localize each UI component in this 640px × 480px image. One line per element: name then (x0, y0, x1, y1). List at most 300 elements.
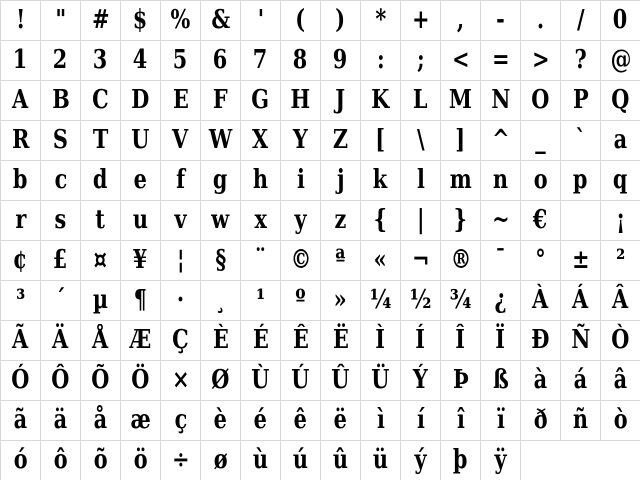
glyph: Ñ (570, 325, 590, 355)
glyph-cell[interactable] (1, 441, 41, 480)
glyph-cell[interactable] (281, 161, 321, 201)
glyph-cell[interactable] (81, 281, 121, 321)
glyph-cell[interactable] (41, 121, 81, 161)
glyph-cell[interactable] (41, 321, 81, 361)
glyph: d (93, 165, 108, 195)
glyph-cell[interactable] (561, 41, 601, 81)
glyph-cell[interactable] (521, 1, 561, 41)
glyph-cell[interactable] (521, 201, 561, 241)
glyph-cell[interactable] (441, 281, 481, 321)
glyph: ¬ (411, 245, 430, 275)
glyph-cell[interactable] (401, 161, 441, 201)
glyph-cell[interactable] (561, 81, 601, 121)
glyph: è (213, 405, 228, 435)
glyph-cell[interactable] (241, 41, 281, 81)
glyph-cell[interactable] (281, 121, 321, 161)
glyph: $ (133, 5, 148, 35)
glyph: ¶ (133, 285, 148, 315)
glyph-cell[interactable] (601, 321, 640, 361)
glyph-cell[interactable] (321, 161, 361, 201)
glyph-cell[interactable] (241, 361, 281, 401)
glyph-cell[interactable] (1, 321, 41, 361)
glyph: 4 (133, 45, 148, 75)
glyph-cell[interactable] (321, 201, 361, 241)
glyph: · (176, 285, 185, 315)
glyph: D (131, 85, 150, 115)
glyph-cell[interactable] (601, 41, 640, 81)
glyph-cell[interactable] (161, 161, 201, 201)
glyph-cell[interactable] (41, 201, 81, 241)
glyph-cell[interactable] (481, 361, 521, 401)
glyph-cell[interactable] (361, 81, 401, 121)
glyph-cell[interactable] (81, 321, 121, 361)
glyph-cell[interactable] (441, 201, 481, 241)
glyph-cell[interactable] (241, 401, 281, 441)
glyph: À (532, 285, 549, 315)
glyph: Ì (375, 325, 386, 355)
glyph-cell[interactable] (321, 241, 361, 281)
glyph-cell[interactable] (441, 81, 481, 121)
glyph-cell[interactable] (601, 161, 640, 201)
glyph-cell[interactable] (321, 281, 361, 321)
glyph: Ë (332, 325, 349, 355)
glyph: V (172, 125, 189, 155)
glyph: ¨ (255, 245, 266, 275)
glyph: ° (535, 245, 546, 275)
glyph-cell[interactable] (121, 41, 161, 81)
glyph: Â (612, 285, 629, 315)
glyph: ÷ (171, 445, 190, 475)
glyph-cell[interactable] (281, 401, 321, 441)
glyph-cell[interactable] (121, 361, 161, 401)
glyph: C (92, 85, 109, 115)
glyph: p (573, 165, 588, 195)
glyph-cell[interactable] (481, 201, 521, 241)
glyph-cell[interactable] (561, 1, 601, 41)
glyph: 3 (93, 45, 108, 75)
glyph-cell[interactable] (161, 81, 201, 121)
glyph-cell[interactable] (601, 401, 640, 441)
glyph-cell[interactable] (481, 401, 521, 441)
glyph: 0 (613, 5, 628, 35)
glyph-cell[interactable] (481, 121, 521, 161)
glyph-cell[interactable] (601, 241, 640, 281)
glyph-cell[interactable] (521, 321, 561, 361)
glyph: Û (331, 365, 350, 395)
glyph-cell[interactable] (281, 281, 321, 321)
glyph-cell[interactable] (81, 401, 121, 441)
glyph-cell[interactable] (201, 281, 241, 321)
glyph-cell[interactable] (521, 81, 561, 121)
glyph-cell[interactable] (481, 441, 521, 480)
glyph-cell[interactable] (521, 121, 561, 161)
glyph-cell[interactable] (121, 1, 161, 41)
glyph: + (411, 5, 430, 35)
glyph-cell[interactable] (41, 441, 81, 480)
glyph-cell[interactable] (81, 81, 121, 121)
glyph: ! (15, 5, 26, 35)
glyph: Ó (11, 365, 30, 395)
glyph-cell[interactable] (241, 241, 281, 281)
glyph: Õ (91, 365, 110, 395)
glyph-cell[interactable] (41, 401, 81, 441)
glyph-cell[interactable] (441, 41, 481, 81)
glyph-cell[interactable] (241, 121, 281, 161)
glyph-cell[interactable] (81, 201, 121, 241)
glyph: § (215, 245, 226, 275)
glyph: ± (571, 245, 590, 275)
glyph: ô (53, 445, 68, 475)
glyph-cell[interactable] (441, 1, 481, 41)
glyph-cell[interactable] (1, 41, 41, 81)
glyph-cell[interactable] (41, 41, 81, 81)
glyph: > (531, 45, 550, 75)
glyph-cell[interactable] (201, 401, 241, 441)
glyph: n (492, 165, 509, 195)
glyph-cell[interactable] (481, 41, 521, 81)
glyph-cell[interactable] (41, 161, 81, 201)
empty-area (521, 441, 561, 480)
glyph-cell[interactable] (121, 161, 161, 201)
glyph: ¤ (93, 245, 108, 275)
glyph: Ö (131, 365, 150, 395)
glyph-cell[interactable] (241, 441, 281, 480)
glyph-cell[interactable] (401, 41, 441, 81)
glyph: 5 (173, 45, 188, 75)
glyph: Ô (51, 365, 70, 395)
glyph: Ç (172, 325, 189, 355)
glyph-cell[interactable] (361, 121, 401, 161)
glyph-cell[interactable] (161, 361, 201, 401)
glyph-cell[interactable] (561, 201, 601, 241)
glyph: w (211, 205, 230, 235)
glyph: g (213, 165, 228, 195)
glyph-cell[interactable] (321, 81, 361, 121)
empty-area (561, 441, 601, 480)
glyph: ª (335, 245, 346, 275)
glyph-cell[interactable] (401, 201, 441, 241)
glyph: y (294, 205, 307, 235)
glyph: W (208, 125, 233, 155)
glyph-cell[interactable] (561, 241, 601, 281)
glyph-cell[interactable] (401, 121, 441, 161)
glyph: - (496, 5, 505, 35)
glyph: ò (613, 405, 628, 435)
glyph: Ò (611, 325, 630, 355)
glyph-cell[interactable] (161, 441, 201, 480)
glyph-cell[interactable] (1, 81, 41, 121)
glyph-cell[interactable] (121, 281, 161, 321)
glyph-cell[interactable] (161, 41, 201, 81)
glyph: Ü (371, 365, 390, 395)
glyph-cell[interactable] (161, 241, 201, 281)
glyph: a (613, 125, 628, 155)
glyph-cell[interactable] (401, 401, 441, 441)
glyph-cell[interactable] (201, 201, 241, 241)
glyph: ; (416, 45, 425, 75)
glyph-cell[interactable] (161, 1, 201, 41)
glyph: é (253, 405, 268, 435)
glyph: % (170, 5, 191, 35)
glyph: È (212, 325, 229, 355)
glyph: : (376, 45, 385, 75)
glyph: ] (455, 125, 466, 155)
glyph-cell[interactable] (481, 1, 521, 41)
glyph-cell[interactable] (521, 401, 561, 441)
glyph-cell[interactable] (561, 321, 601, 361)
glyph-cell[interactable] (121, 81, 161, 121)
glyph-cell[interactable] (241, 1, 281, 41)
glyph-cell[interactable] (601, 1, 640, 41)
glyph-cell[interactable] (561, 401, 601, 441)
glyph: Ð (531, 325, 550, 355)
glyph-cell[interactable] (321, 1, 361, 41)
glyph-cell[interactable] (1, 241, 41, 281)
glyph-cell[interactable] (521, 241, 561, 281)
glyph-cell[interactable] (1, 401, 41, 441)
glyph-cell[interactable] (441, 241, 481, 281)
glyph-cell[interactable] (361, 161, 401, 201)
glyph-cell[interactable] (361, 201, 401, 241)
glyph-cell[interactable] (361, 1, 401, 41)
glyph: , (456, 5, 465, 35)
glyph: M (448, 85, 473, 115)
glyph: Ï (495, 325, 506, 355)
glyph-cell[interactable] (41, 281, 81, 321)
glyph: o (533, 165, 548, 195)
glyph-cell[interactable] (401, 1, 441, 41)
glyph-cell[interactable] (161, 281, 201, 321)
glyph-cell[interactable] (281, 361, 321, 401)
glyph-cell[interactable] (521, 361, 561, 401)
glyph-cell[interactable] (361, 401, 401, 441)
glyph-cell[interactable] (441, 361, 481, 401)
glyph: £ (53, 245, 68, 275)
glyph: ( (295, 5, 306, 35)
glyph-cell[interactable] (81, 1, 121, 41)
glyph-cell[interactable] (121, 201, 161, 241)
glyph: ø (213, 445, 228, 475)
glyph-cell[interactable] (121, 441, 161, 480)
glyph-cell[interactable] (81, 361, 121, 401)
glyph-cell[interactable] (321, 321, 361, 361)
glyph-cell[interactable] (401, 281, 441, 321)
glyph-cell[interactable] (121, 121, 161, 161)
glyph: µ (92, 285, 109, 315)
glyph-cell[interactable] (201, 121, 241, 161)
glyph: ´ (55, 285, 66, 315)
glyph: Z (332, 125, 349, 155)
glyph-cell[interactable] (521, 281, 561, 321)
glyph-cell[interactable] (361, 281, 401, 321)
glyph: ¦ (176, 245, 185, 275)
glyph-cell[interactable] (161, 201, 201, 241)
glyph-cell[interactable] (601, 121, 640, 161)
glyph-cell[interactable] (441, 321, 481, 361)
glyph-cell[interactable] (1, 201, 41, 241)
glyph-cell[interactable] (201, 321, 241, 361)
glyph-cell[interactable] (1, 121, 41, 161)
glyph: / (576, 5, 585, 35)
glyph-cell[interactable] (1, 1, 41, 41)
glyph: J (335, 85, 346, 115)
glyph-cell[interactable] (281, 321, 321, 361)
glyph-cell[interactable] (41, 241, 81, 281)
glyph-cell[interactable] (561, 121, 601, 161)
glyph-cell[interactable] (201, 241, 241, 281)
glyph: É (252, 325, 269, 355)
glyph-cell[interactable] (561, 161, 601, 201)
glyph-cell[interactable] (521, 161, 561, 201)
glyph: B (51, 85, 70, 115)
glyph: s (54, 205, 67, 235)
glyph-cell[interactable] (281, 241, 321, 281)
glyph-cell[interactable] (321, 41, 361, 81)
glyph: ? (574, 45, 587, 75)
glyph: Ù (251, 365, 270, 395)
glyph-cell[interactable] (601, 81, 640, 121)
glyph-cell[interactable] (481, 161, 521, 201)
glyph-cell[interactable] (81, 441, 121, 480)
glyph: _ (535, 125, 546, 155)
glyph: ¹ (255, 285, 266, 315)
glyph: } (453, 205, 468, 235)
glyph: ¸ (215, 285, 226, 315)
glyph-cell[interactable] (81, 241, 121, 281)
glyph-cell[interactable] (281, 201, 321, 241)
glyph-cell[interactable] (201, 1, 241, 41)
glyph-cell[interactable] (481, 281, 521, 321)
glyph: å (93, 405, 108, 435)
glyph-cell[interactable] (481, 241, 521, 281)
glyph-cell[interactable] (161, 121, 201, 161)
glyph: © (290, 245, 311, 275)
glyph: ñ (572, 405, 589, 435)
glyph: Á (572, 285, 589, 315)
glyph-cell[interactable] (241, 161, 281, 201)
glyph: ê (293, 405, 308, 435)
glyph-cell[interactable] (321, 361, 361, 401)
glyph-cell[interactable] (121, 321, 161, 361)
glyph: ì (376, 405, 385, 435)
glyph-cell[interactable] (201, 161, 241, 201)
glyph-cell[interactable] (201, 81, 241, 121)
glyph-cell[interactable] (601, 201, 640, 241)
glyph-cell[interactable] (361, 361, 401, 401)
glyph-cell[interactable] (441, 121, 481, 161)
glyph-cell[interactable] (241, 201, 281, 241)
glyph-cell[interactable] (201, 41, 241, 81)
glyph-cell[interactable] (81, 121, 121, 161)
glyph-cell[interactable] (601, 361, 640, 401)
glyph-cell[interactable] (361, 321, 401, 361)
glyph-cell[interactable] (41, 1, 81, 41)
glyph: Í (415, 325, 426, 355)
glyph: ¥ (133, 245, 148, 275)
glyph-cell[interactable] (481, 321, 521, 361)
glyph-cell[interactable] (241, 81, 281, 121)
glyph: m (449, 165, 472, 195)
glyph: e (133, 165, 148, 195)
glyph: ¢ (13, 245, 28, 275)
glyph-cell[interactable] (281, 1, 321, 41)
glyph: r (15, 205, 26, 235)
glyph-cell[interactable] (361, 41, 401, 81)
glyph-cell[interactable] (361, 241, 401, 281)
glyph-cell[interactable] (441, 401, 481, 441)
glyph: ³ (15, 285, 26, 315)
glyph-cell[interactable] (81, 161, 121, 201)
glyph-cell[interactable] (281, 41, 321, 81)
glyph: K (371, 85, 390, 115)
glyph: û (332, 445, 349, 475)
glyph-cell[interactable] (241, 321, 281, 361)
glyph: ½ (409, 285, 432, 315)
glyph: Ø (211, 365, 230, 395)
glyph: ¯ (495, 245, 506, 275)
glyph: Æ (129, 325, 152, 355)
glyph: Y (293, 125, 308, 155)
glyph: 8 (293, 45, 308, 75)
glyph: t (95, 205, 106, 235)
glyph-cell[interactable] (201, 361, 241, 401)
glyph-cell[interactable] (321, 401, 361, 441)
glyph: à (533, 365, 548, 395)
glyph-cell[interactable] (401, 361, 441, 401)
glyph-cell[interactable] (521, 41, 561, 81)
glyph-cell[interactable] (241, 281, 281, 321)
glyph-cell[interactable] (41, 81, 81, 121)
glyph-cell[interactable] (561, 361, 601, 401)
glyph-cell[interactable] (361, 441, 401, 480)
glyph-cell[interactable] (561, 281, 601, 321)
glyph-cell[interactable] (401, 321, 441, 361)
glyph: þ (453, 445, 468, 475)
glyph-cell[interactable] (201, 441, 241, 480)
glyph: x (254, 205, 267, 235)
glyph: ~ (491, 205, 510, 235)
glyph-cell[interactable] (401, 441, 441, 480)
glyph-cell[interactable] (161, 401, 201, 441)
glyph-cell[interactable] (441, 441, 481, 480)
glyph-cell[interactable] (481, 81, 521, 121)
glyph: Î (455, 325, 466, 355)
glyph: 6 (213, 45, 228, 75)
glyph-cell[interactable] (41, 361, 81, 401)
glyph-cell[interactable] (121, 401, 161, 441)
glyph-cell[interactable] (121, 241, 161, 281)
glyph-cell[interactable] (281, 81, 321, 121)
glyph: O (531, 85, 550, 115)
glyph-cell[interactable] (161, 321, 201, 361)
glyph: L (413, 85, 428, 115)
glyph-cell[interactable] (441, 161, 481, 201)
glyph-cell[interactable] (81, 41, 121, 81)
glyph-cell[interactable] (401, 81, 441, 121)
glyph-cell[interactable] (401, 241, 441, 281)
glyph-cell[interactable] (1, 281, 41, 321)
glyph: Ý (413, 365, 428, 395)
glyph-cell[interactable] (1, 161, 41, 201)
glyph: * (375, 5, 386, 35)
glyph-cell[interactable] (281, 441, 321, 480)
glyph-cell[interactable] (321, 121, 361, 161)
glyph-cell[interactable] (321, 441, 361, 480)
glyph: Ú (291, 365, 310, 395)
glyph-cell[interactable] (1, 361, 41, 401)
glyph: # (91, 5, 110, 35)
glyph-cell[interactable] (601, 281, 640, 321)
